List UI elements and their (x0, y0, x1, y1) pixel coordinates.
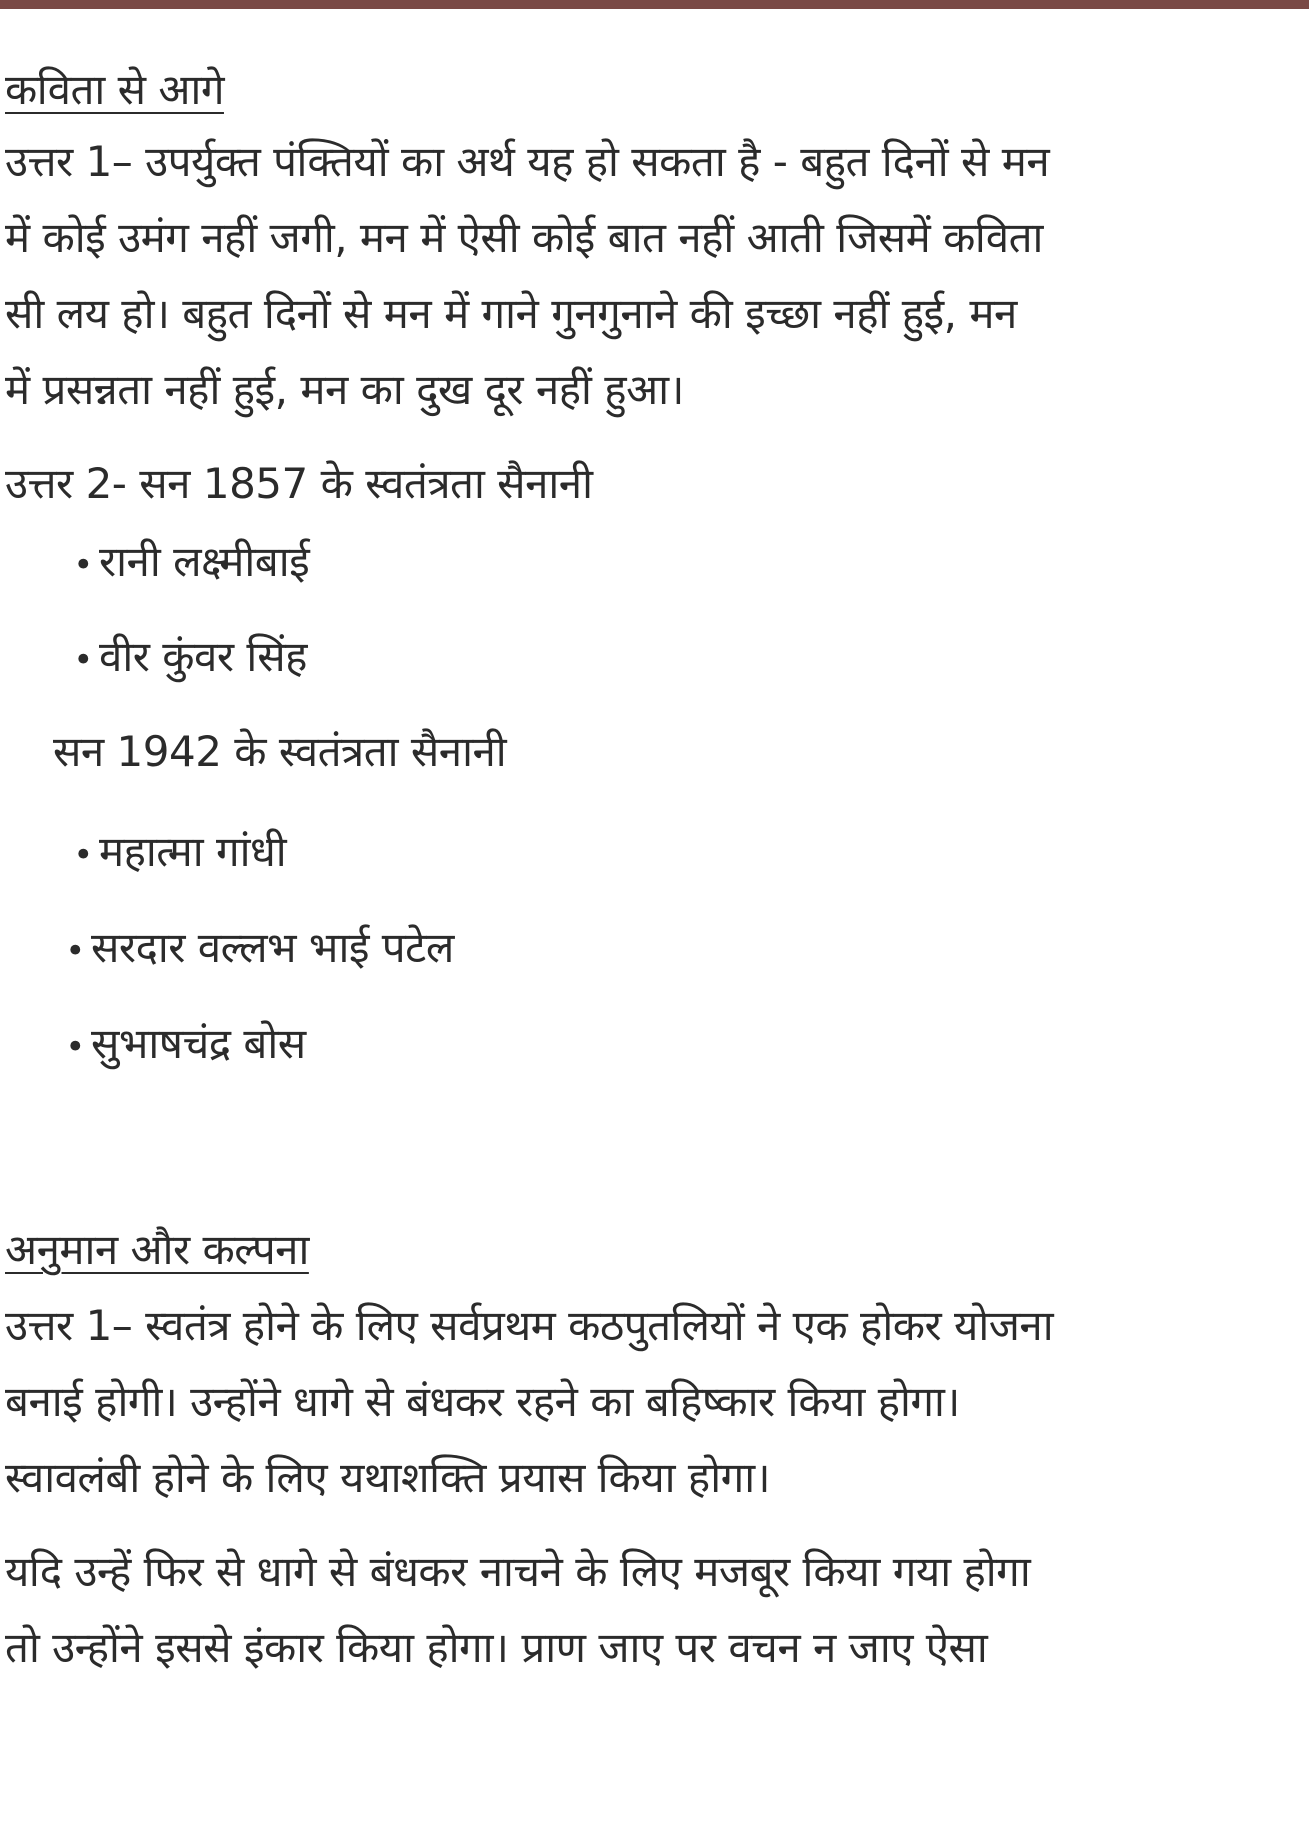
subheading-1942: सन 1942 के स्वतंत्रता सैनानी (53, 727, 507, 776)
bullet-icon: • (73, 545, 93, 585)
list-item-text: वीर कुंवर सिंह (99, 632, 307, 681)
paragraph-line: में कोई उमंग नहीं जगी, मन में ऐसी कोई बात नहीं आती जिसमें कविता (5, 213, 1043, 262)
paragraph-line: सी लय हो। बहुत दिनों से मन में गाने गुनगुनाने की इच्छा नहीं हुई, मन (5, 289, 1017, 338)
section-gap (5, 1092, 1305, 1212)
bullet-icon: • (65, 1027, 85, 1067)
answer-1-paragraph (5, 1288, 1305, 1516)
answer-1-continuation-paragraph (5, 1534, 1305, 1686)
list-item (5, 900, 1305, 996)
list-item (5, 614, 1305, 700)
answer-2-intro: उत्तर 2- सन 1857 के स्वतंत्रता सैनानी (5, 459, 593, 508)
bullet-icon: • (73, 835, 93, 875)
list-item-text: सुभाषचंद्र बोस (91, 1019, 306, 1068)
list-item (5, 804, 1305, 900)
top-border-bar (0, 0, 1309, 9)
bullet-icon: • (65, 931, 85, 971)
list-item-text: सरदार वल्लभ भाई पटेल (91, 923, 454, 972)
document-body (5, 52, 1305, 1686)
paragraph-line: स्वावलंबी होने के लिए यथाशक्ति प्रयास किया होगा। (5, 1453, 771, 1502)
section-heading-kavita-se-aage: कविता से आगे (5, 65, 224, 114)
paragraph-line: उत्तर 1– स्वतंत्र होने के लिए सर्वप्रथम कठपुतलियों ने एक होकर योजना (5, 1301, 1054, 1350)
answer-1-paragraph (5, 124, 1305, 428)
list-1942 (5, 804, 1305, 1092)
list-item-text: रानी लक्ष्मीबाई (99, 537, 310, 586)
section-heading-anumaan-aur-kalpana: अनुमान और कल्पना (5, 1225, 309, 1274)
list-item-text: महात्मा गांधी (99, 827, 287, 876)
bullet-icon: • (73, 640, 93, 680)
paragraph-line: यदि उन्हें फिर से धागे से बंधकर नाचने के लिए मजबूर किया गया होगा (5, 1547, 1031, 1596)
paragraph-line: तो उन्होंने इससे इंकार किया होगा। प्राण जाए पर वचन न जाए ऐसा (5, 1623, 988, 1672)
paragraph-line: बनाई होगी। उन्होंने धागे से बंधकर रहने का बहिष्कार किया होगा। (5, 1377, 960, 1426)
list-1857 (5, 510, 1305, 700)
list-item (5, 510, 1305, 614)
paragraph-line: उत्तर 1– उपर्युक्त पंक्तियों का अर्थ यह हो सकता है - बहुत दिनों से मन (5, 137, 1050, 186)
list-item (5, 996, 1305, 1092)
paragraph-line: में प्रसन्नता नहीं हुई, मन का दुख दूर नहीं हुआ। (5, 365, 684, 414)
